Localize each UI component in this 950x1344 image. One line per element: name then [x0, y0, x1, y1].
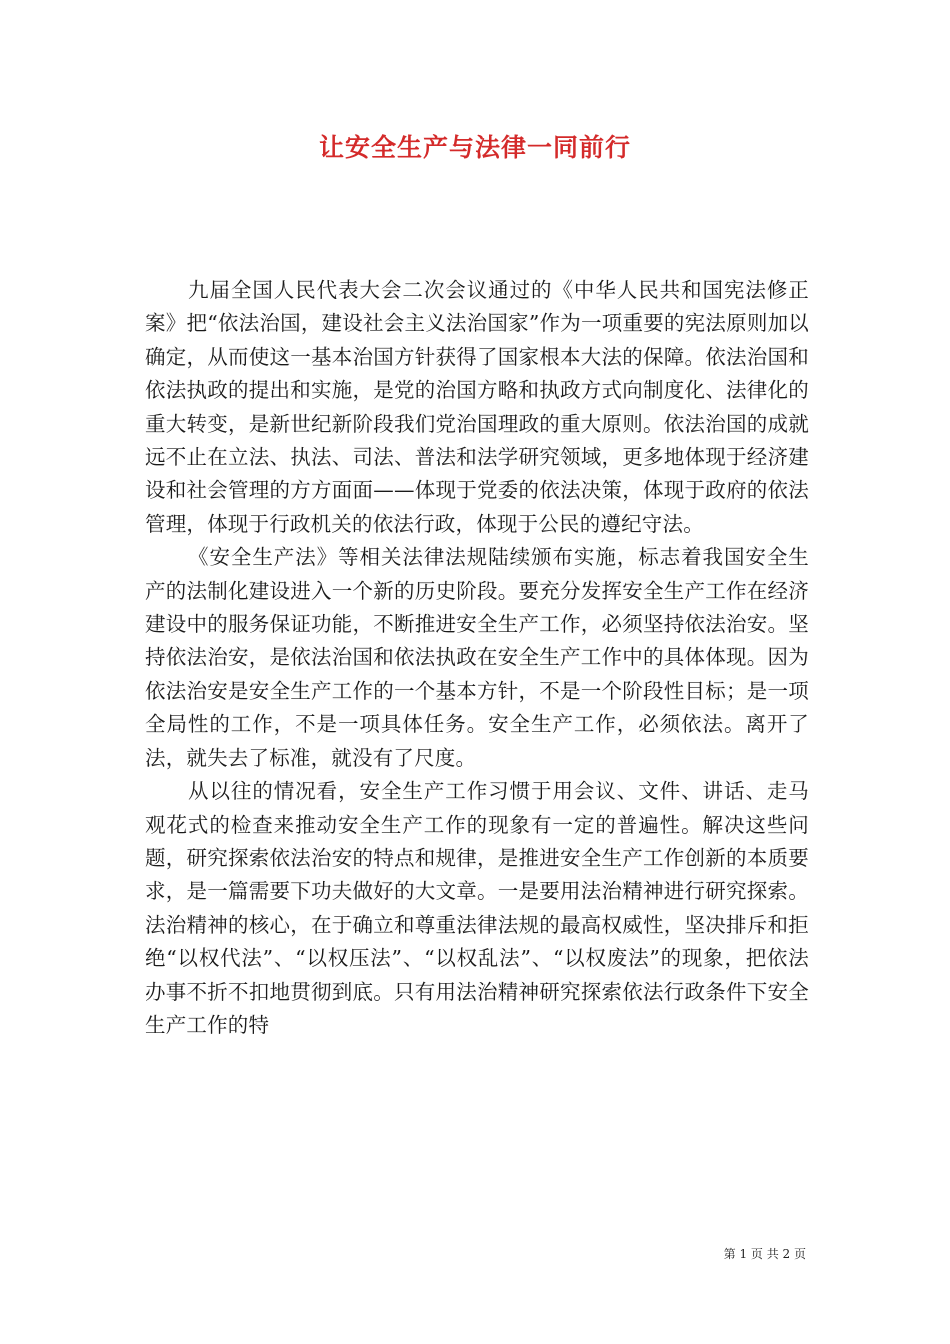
document-body — [145, 274, 809, 1042]
page-number: 第 1 页 共 2 页 — [723, 1247, 806, 1261]
paragraph-2: 《安全生产法》等相关法律法规陆续颁布实施，标志着我国安全生产的法制化建设进入一个新的历史阶段。要充分发挥安全生产工作在经济建设中的服务保证功能，不断推进安全生产工作，必须坚持依法治安。坚持依法治安，是依法治国和依法执政在安全生产工作中的具体体现。因为依法治安是安全生产工作的一个基本方针，不是一个阶段性目标；是一项全局性的工作，不是一项具体任务。安全生产工作，必须依法。离开了法，就失去了标准，就没有了尺度。 — [145, 545, 809, 770]
paragraph-1: 九届全国人民代表大会二次会议通过的《中华人民共和国宪法修正案》把“依法治国，建设社会主义法治国家”作为一项重要的宪法原则加以确定，从而使这一基本治国方针获得了国家根本大法的保障。依法治国和依法执政的提出和实施，是党的治国方略和执政方式向制度化、法律化的重大转变，是新世纪新阶段我们党治国理政的重大原则。依法治国的成就远不止在立法、执法、司法、普法和法学研究领域，更多地体现于经济建设和社会管理的方方面面——体现于党委的依法决策，体现于政府的依法管理，体现于行政机关的依法行政，体现于公民的遵纪守法。 — [145, 278, 809, 536]
paragraph-3: 从以往的情况看，安全生产工作习惯于用会议、文件、讲话、走马观花式的检查来推动安全生产工作的现象有一定的普遍性。解决这些问题，研究探索依法治安的特点和规律，是推进安全生产工作创新的本质要求，是一篇需要下功夫做好的大文章。一是要用法治精神进行研究探索。法治精神的核心，在于确立和尊重法律法规的最高权威性，坚决排斥和拒绝“以权代法”、“以权压法”、“以权乱法”、“以权废法”的现象，把依法办事不折不扣地贯彻到底。只有用法治精神研究探索依法行政条件下安全生产工作的特 — [145, 779, 809, 1037]
document-title: 让安全生产与法律一同前行 — [318, 133, 631, 162]
